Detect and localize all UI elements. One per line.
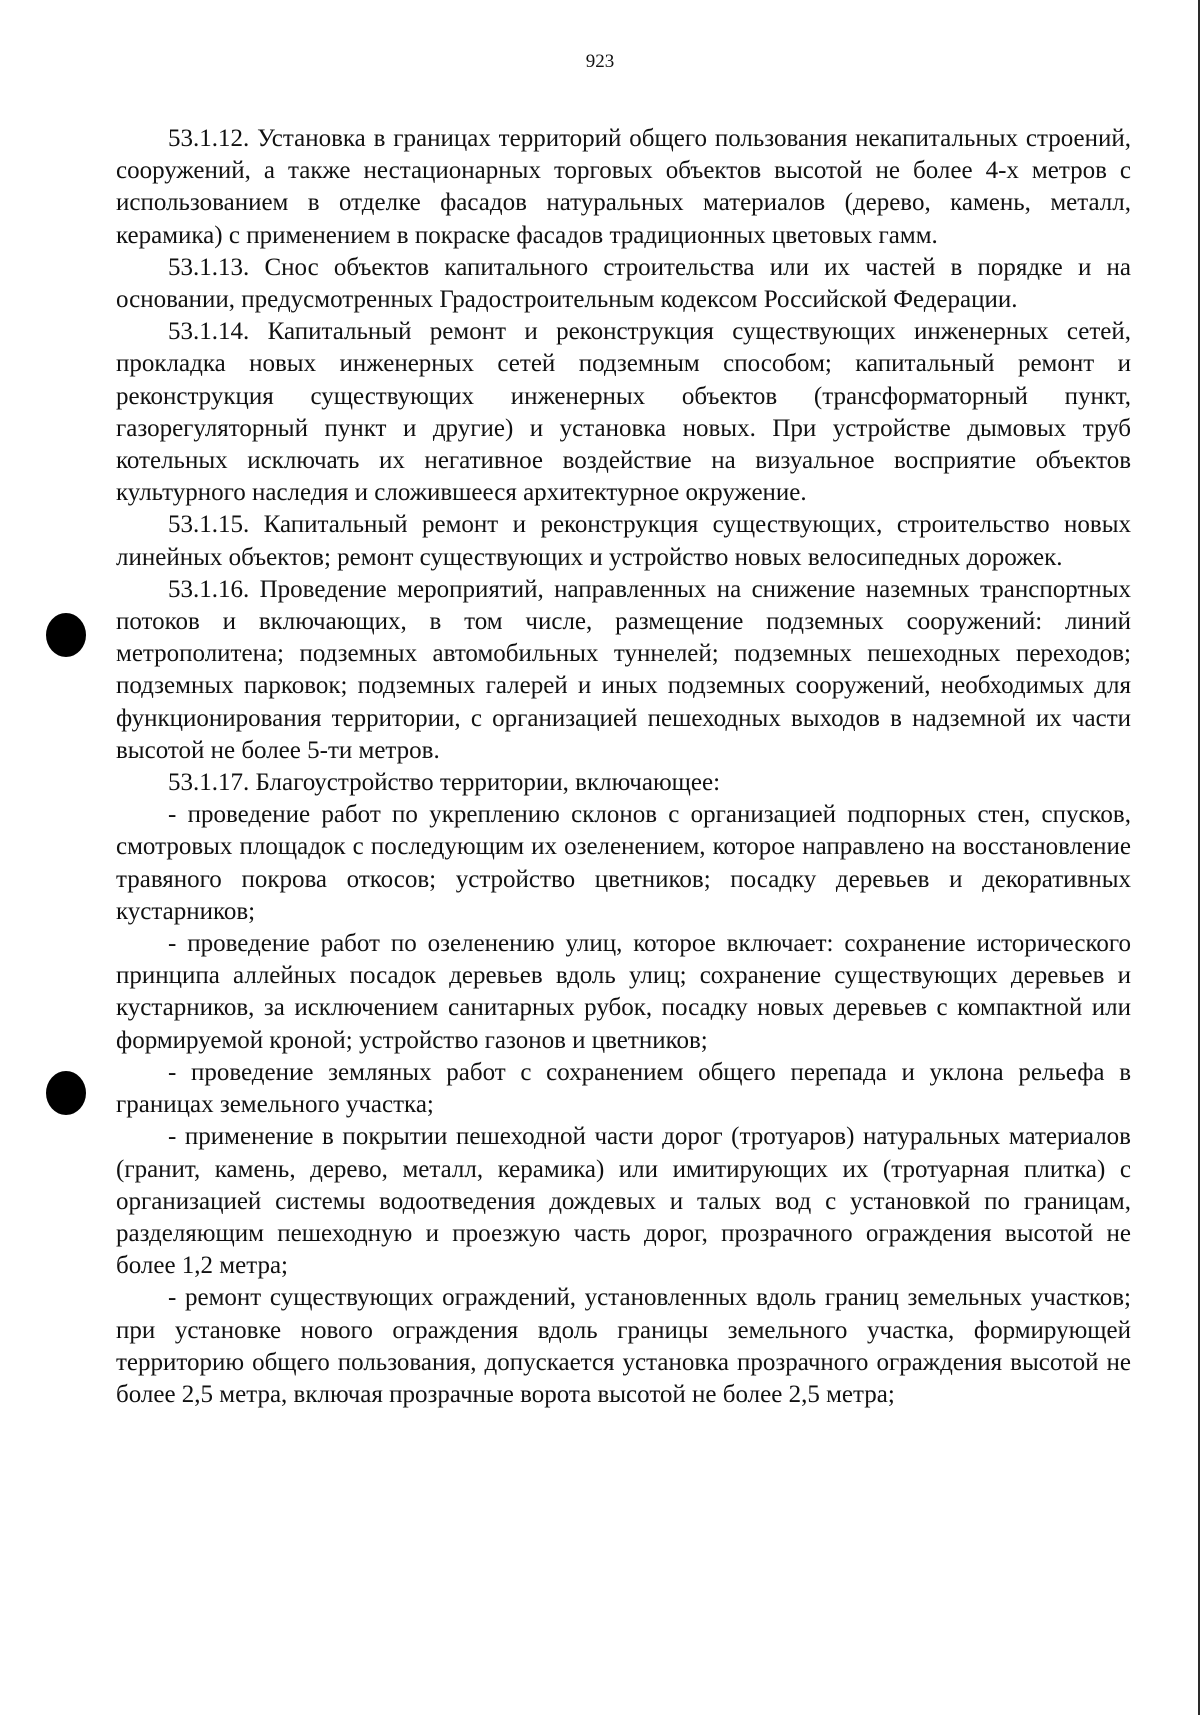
- paragraph-53-1-16: 53.1.16. Проведение мероприятий, направленных на снижение наземных транспортных потоков и включающих, в том числе, размещение подземных сооружений: линий метрополитена; подземных автомобильных туннелей; подземных пешеходных переходов; подземных парковок; подземных галерей и иных подземных сооружений, необходимых для функционирования территории, с организацией пешеходных выходов в надземной их части высотой не более 5-ти метров.: [116, 575, 1131, 764]
- list-item-fences: - ремонт существующих ограждений, установленных вдоль границ земельных участков; при установке нового ограждения вдоль границы земельного участка, формирующей территорию общего пользования, допускается установка прозрачного ограждения высотой не более 2,5 метра, включая прозрачные ворота высотой не более 2,5 метра;: [116, 1284, 1131, 1408]
- list-item-pavement: - применение в покрытии пешеходной части дорог (тротуаров) натуральных материалов (гранит, камень, дерево, металл, керамика) или имитирующих их (тротуарная плитка) с организацией системы водоотведения дождевых и талых вод с установкой по границам, разделяющим пешеходную и проезжую часть дорог, прозрачного ограждения высотой не более 1,2 метра;: [116, 1123, 1131, 1280]
- punch-hole-top: [46, 613, 86, 657]
- list-item-greening: - проведение работ по озеленению улиц, которое включает: сохранение исторического принципа аллейных посадок деревьев вдоль улиц; сохранение существующих деревьев и кустарников, за исключением санитарных рубок, посадку новых деревьев с компактной или формируемой кроной; устройство газонов и цветников;: [116, 930, 1131, 1054]
- document-body: [116, 123, 1131, 1411]
- list-item-earthworks: - проведение земляных работ с сохранением общего перепада и уклона рельефа в границах земельного участка;: [116, 1058, 1131, 1119]
- paragraph-53-1-14: 53.1.14. Капитальный ремонт и реконструкция существующих инженерных сетей, прокладка новых инженерных сетей подземным способом; капитальный ремонт и реконструкция существующих инженерных объектов (трансформаторный пункт, газорегуляторный пункт и другие) и установка новых. При устройстве дымовых труб котельных исключать их негативное воздействие на визуальное восприятие объектов культурного наследия и сложившееся архитектурное окружение.: [116, 318, 1131, 507]
- paragraph-53-1-17: 53.1.17. Благоустройство территории, включающее:: [168, 769, 721, 797]
- paragraph-53-1-15: 53.1.15. Капитальный ремонт и реконструкция существующих, строительство новых линейных объектов; ремонт существующих и устройство новых велосипедных дорожек.: [116, 511, 1131, 571]
- list-item-slopes: - проведение работ по укреплению склонов с организацией подпорных стен, спусков, смотровых площадок с последующим их озеленением, которое направлено на восстановление травяного покрова откосов; устройство цветников; посадку деревьев и декоративных кустарников;: [116, 801, 1131, 925]
- page-number: 923: [585, 51, 615, 72]
- paragraph-53-1-12: 53.1.12. Установка в границах территорий общего пользования некапитальных строений, сооружений, а также нестационарных торговых объектов высотой не более 4-х метров с использованием в отделке фасадов натуральных материалов (дерево, камень, металл, керамика) с применением в покраске фасадов традиционных цветовых гамм.: [116, 125, 1131, 249]
- punch-hole-bottom: [46, 1071, 86, 1115]
- paragraph-53-1-13: 53.1.13. Снос объектов капитального строительства или их частей в порядке и на основании, предусмотренных Градостроительным кодексом Российской Федерации.: [116, 253, 1131, 314]
